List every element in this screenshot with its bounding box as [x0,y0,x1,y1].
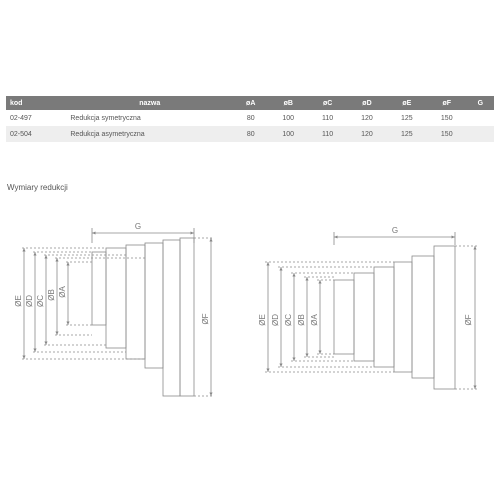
step-c [126,245,145,359]
header-g: G [467,96,494,110]
symmetric-labels [258,226,473,326]
label-g: G [134,222,142,231]
label-d: ØD [271,314,280,326]
header-kod: kod [6,96,66,110]
label-c: ØC [284,314,293,326]
cell-a: 80 [246,114,255,122]
label-g: G [391,226,399,235]
label-c: ØC [36,295,45,307]
header-nazwa: nazwa [66,96,233,110]
header-b: øB [268,96,308,110]
cell-d: 120 [347,126,387,142]
label-b: ØB [47,289,56,301]
step-f [434,246,455,389]
step-b [354,273,374,361]
label-d: ØD [25,295,34,307]
header-f: øF [427,96,467,110]
label-e: ØE [258,314,267,326]
cell-f: 150 [440,114,453,122]
cell-kod: 02-504 [6,126,66,142]
asymmetric-reducer-drawing [22,228,214,396]
cell-g [467,110,494,126]
label-f: ØF [201,313,210,325]
cell-d: 120 [361,114,373,122]
cell-c: 110 [308,126,347,142]
section-title: Wymiary redukcji [7,183,68,192]
step-c [374,267,394,367]
symmetric-reducer-drawing [265,232,478,389]
step-a [92,252,106,325]
cell-g [467,126,494,142]
header-a: øA [233,96,268,110]
cell-e: 125 [387,126,427,142]
reducer-drawings [0,215,500,415]
header-c: øC [308,96,347,110]
cell-kod: 02-497 [10,114,32,122]
label-a: ØA [310,314,319,326]
label-a: ØA [58,286,67,298]
header-e: øE [387,96,427,110]
label-b: ØB [297,314,306,326]
cell-b: 100 [282,114,295,122]
cell-e: 125 [401,114,413,122]
cell-nazwa: Redukcja asymetryczna [66,126,233,142]
cell-nazwa: Redukcja symetryczna [70,114,141,122]
step-a [334,280,354,354]
step-b [106,248,126,348]
asymmetric-labels [14,222,210,325]
step-f [180,238,194,396]
table-header-row [6,96,494,110]
cell-a: 80 [233,126,268,142]
cell-b: 100 [268,126,308,142]
step-d [394,262,412,372]
table-row [6,126,494,142]
step-e [163,240,180,396]
header-d: øD [347,96,387,110]
step-e [412,256,434,378]
label-e: ØE [14,295,23,307]
table-row [6,110,494,126]
cell-c: 110 [322,114,334,122]
spec-table [6,96,494,142]
cell-f: 150 [427,126,467,142]
step-d [145,243,163,368]
label-f: ØF [464,314,473,326]
